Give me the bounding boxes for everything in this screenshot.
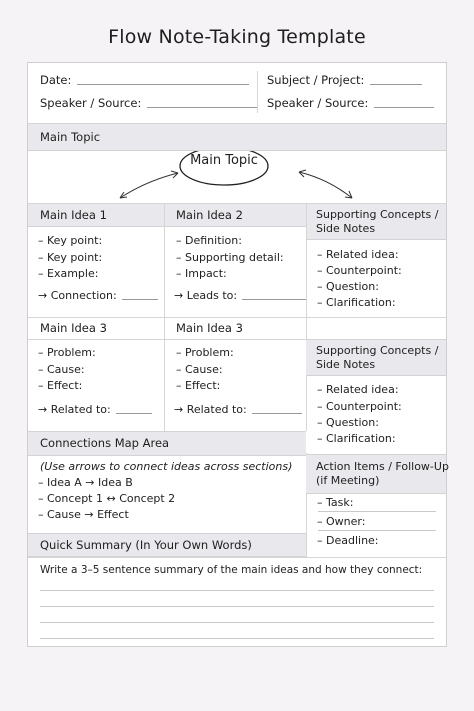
summary-line-3[interactable] bbox=[40, 622, 434, 623]
row1-a-item-3[interactable]: – Example: bbox=[38, 267, 99, 280]
row1-b-leads-to[interactable] bbox=[174, 289, 306, 302]
connections-item-2[interactable]: – Concept 1 ↔ Concept 2 bbox=[38, 492, 176, 505]
speaker-label: Speaker / Source: bbox=[40, 96, 142, 110]
row1-b-leads-to-line bbox=[242, 299, 306, 300]
subject-field[interactable] bbox=[267, 73, 422, 87]
speaker-field[interactable] bbox=[40, 96, 258, 110]
actions-heading: Action Items / Follow-Up bbox=[316, 460, 449, 473]
supporting-concepts-heading: Supporting Concepts / bbox=[316, 208, 439, 221]
summary-line-1[interactable] bbox=[40, 590, 434, 591]
row2-b-related[interactable] bbox=[174, 403, 302, 416]
action-deadline[interactable]: – Deadline: bbox=[317, 534, 379, 547]
actions-subheading: (if Meeting) bbox=[316, 474, 380, 487]
connections-item-3[interactable]: – Cause → Effect bbox=[38, 508, 129, 521]
row2-a-item-1[interactable]: – Problem: bbox=[38, 346, 96, 359]
action-owner[interactable]: – Owner: bbox=[317, 515, 366, 528]
main-topic-heading: Main Topic bbox=[40, 130, 101, 144]
main-idea-2-heading: Main Idea 2 bbox=[176, 208, 243, 222]
row2-a-related-label: → Related to: bbox=[38, 403, 111, 416]
row2-s-item-4[interactable]: – Clarification: bbox=[317, 432, 396, 445]
page-title: Flow Note-Taking Template bbox=[108, 26, 366, 48]
connections-heading: Connections Map Area bbox=[40, 436, 170, 450]
date-label: Date: bbox=[40, 73, 72, 87]
subject-label: Subject / Project: bbox=[267, 73, 365, 87]
row2-idea-underline bbox=[28, 339, 306, 340]
row1-a-connection-label: → Connection: bbox=[38, 289, 117, 302]
arrow-left bbox=[120, 173, 178, 198]
row2-a-related-line bbox=[116, 413, 152, 414]
arrow-left-head-end bbox=[120, 192, 127, 198]
summary-line-4[interactable] bbox=[40, 638, 434, 639]
row1-s-item-1[interactable]: – Related idea: bbox=[317, 248, 399, 261]
row2-b-item-2[interactable]: – Cause: bbox=[176, 363, 223, 376]
speaker2-line bbox=[374, 107, 434, 108]
row2-b-item-3[interactable]: – Effect: bbox=[176, 379, 221, 392]
date-field[interactable] bbox=[40, 73, 249, 87]
supporting-concepts-subheading: Side Notes bbox=[316, 222, 376, 235]
date-line bbox=[77, 84, 249, 85]
action-task-line bbox=[318, 511, 436, 512]
summary-prompt: Write a 3–5 sentence summary of the main ideas and how they connect: bbox=[40, 564, 423, 576]
row1-divider-a bbox=[164, 204, 165, 318]
speaker-line bbox=[147, 107, 258, 108]
row1-s-item-4[interactable]: – Clarification: bbox=[317, 296, 396, 309]
row2-a-item-3[interactable]: – Effect: bbox=[38, 379, 83, 392]
row2-a-item-2[interactable]: – Cause: bbox=[38, 363, 85, 376]
row1-b-leads-to-label: → Leads to: bbox=[174, 289, 238, 302]
main-topic-oval-label: Main Topic bbox=[190, 153, 258, 168]
row2-s-item-3[interactable]: – Question: bbox=[317, 416, 379, 429]
template-sheet bbox=[27, 62, 447, 647]
summary-top-border bbox=[28, 557, 446, 558]
row1-b-item-1[interactable]: – Definition: bbox=[176, 234, 242, 247]
speaker2-label: Speaker / Source: bbox=[267, 96, 369, 110]
row1-s-item-2[interactable]: – Counterpoint: bbox=[317, 264, 402, 277]
row1-b-item-3[interactable]: – Impact: bbox=[176, 267, 227, 280]
row2-s-item-2[interactable]: – Counterpoint: bbox=[317, 400, 402, 413]
supporting-concepts-2-heading: Supporting Concepts / bbox=[316, 344, 439, 357]
row1-s-item-3[interactable]: – Question: bbox=[317, 280, 379, 293]
supporting-concepts-2-subheading: Side Notes bbox=[316, 358, 376, 371]
row2-s-item-1[interactable]: – Related idea: bbox=[317, 383, 399, 396]
row2-a-related[interactable] bbox=[38, 403, 152, 416]
action-task[interactable]: – Task: bbox=[317, 496, 354, 509]
row1-a-item-2[interactable]: – Key point: bbox=[38, 251, 103, 264]
action-owner-line bbox=[318, 530, 436, 531]
row2-divider-a bbox=[164, 318, 165, 431]
row1-a-connection-line bbox=[122, 299, 158, 300]
summary-line-2[interactable] bbox=[40, 606, 434, 607]
header-divider bbox=[257, 71, 258, 113]
row2-b-item-1[interactable]: – Problem: bbox=[176, 346, 234, 359]
arrow-right bbox=[299, 172, 352, 198]
row1-divider-b bbox=[306, 204, 307, 318]
row1-a-item-1[interactable]: – Key point: bbox=[38, 234, 103, 247]
connections-note: (Use arrows to connect ideas across sections) bbox=[40, 460, 293, 473]
subject-line bbox=[370, 84, 422, 85]
summary-heading: Quick Summary (In Your Own Words) bbox=[40, 538, 252, 552]
row1-b-item-2[interactable]: – Supporting detail: bbox=[176, 251, 284, 264]
row1-a-connection[interactable] bbox=[38, 289, 158, 302]
main-idea-3b-heading: Main Idea 3 bbox=[176, 321, 243, 335]
speaker2-field[interactable] bbox=[267, 96, 434, 110]
connections-item-1[interactable]: – Idea A → Idea B bbox=[38, 476, 133, 489]
main-idea-1-heading: Main Idea 1 bbox=[40, 208, 107, 222]
main-idea-3a-heading: Main Idea 3 bbox=[40, 321, 107, 335]
row2-top-border bbox=[28, 317, 446, 318]
row2-b-related-line bbox=[252, 413, 302, 414]
row2-b-related-label: → Related to: bbox=[174, 403, 247, 416]
